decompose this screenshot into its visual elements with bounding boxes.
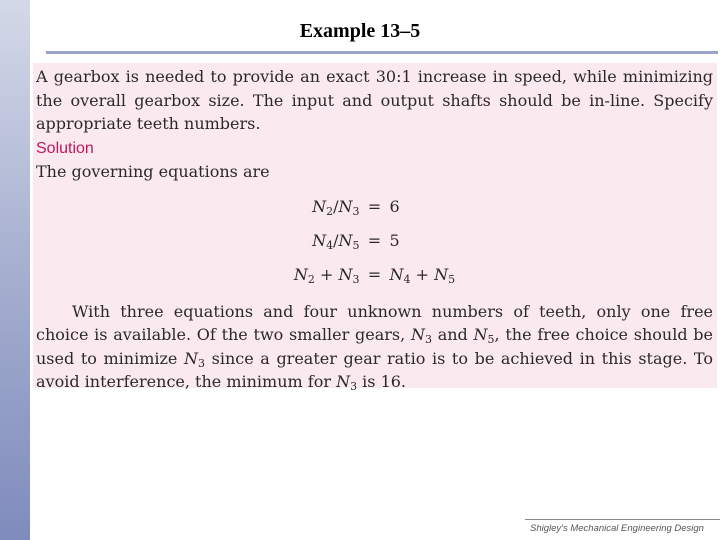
equation-block [36, 196, 713, 298]
equation-1: $N_2/N_3$ = 6 [312, 196, 400, 218]
equation-3: $N_2 + N_3$ = $N_4 + N_5$ [293, 264, 456, 286]
footer-credit: Shigley's Mechanical Engineering Design [530, 523, 704, 534]
footer-rule [525, 519, 720, 520]
problem-statement: A gearbox is needed to provide an exact 30:1 increase in speed, while minimizing the overall gearbox size. The input and output shafts should be in-line. Specify appropriate teeth numbers. [36, 67, 713, 133]
equation-2: $N_4/N_5$ = 5 [312, 230, 400, 252]
solution-discussion: With three equations and four unknown numbers of teeth, only one free choice is available. Of the two smaller gears, $N_3$ and $N_5$, the free choice should be used to minimize $N_3$ since a greater gear ratio is to be achieved in this stage. To avoid interference, the minimum for $N_3$ is 16. [36, 301, 714, 393]
equations-intro: The governing equations are [36, 162, 270, 181]
slide-title: Example 13–5 [299, 20, 421, 42]
example-content-panel [33, 63, 717, 393]
solution-heading: Solution [36, 139, 94, 157]
left-decorative-bar [0, 0, 30, 540]
title-underline [46, 51, 718, 54]
